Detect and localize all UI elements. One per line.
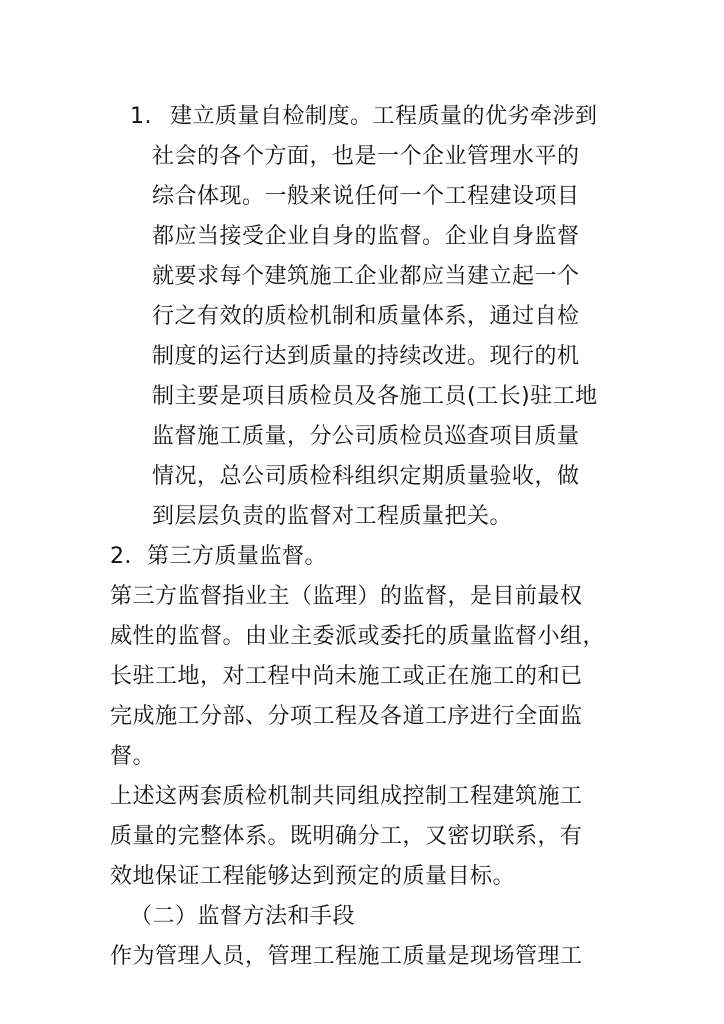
section-heading: （二）监督方法和手段	[130, 904, 356, 929]
paragraph1-line-1: 第三方监督指业主（监理）的监督，是目前最权	[110, 584, 583, 609]
paragraph2-line-2: 质量的完整体系。既明确分工，又密切联系，有	[110, 824, 583, 849]
paragraph1-line-2: 威性的监督。由业主委派或委托的质量监督小组，	[110, 624, 606, 649]
item1-line-3: 综合体现。一般来说任何一个工程建设项目	[152, 184, 580, 209]
paragraph2-line-3: 效地保证工程能够达到预定的质量目标。	[110, 864, 516, 889]
list-number-1: 1.	[130, 104, 152, 129]
item1-line-2: 社会的各个方面，也是一个企业管理水平的	[152, 144, 580, 169]
paragraph1-line-4: 完成施工分部、分项工程及各道工序进行全面监	[110, 704, 583, 729]
paragraph2-line-1: 上述这两套质检机制共同组成控制工程建筑施工	[110, 784, 583, 809]
item1-line-8: 制主要是项目质检员及各施工员(工长)驻工地	[152, 384, 598, 409]
item1-line-10: 情况，总公司质检科组织定期质量验收，做	[152, 464, 580, 489]
item1-line-1: 建立质量自检制度。工程质量的优劣牵涉到	[170, 104, 598, 129]
paragraph1-line-5: 督。	[110, 744, 156, 769]
item1-line-7: 制度的运行达到质量的持续改进。现行的机	[152, 344, 580, 369]
item1-line-5: 就要求每个建筑施工企业都应当建立起一个	[152, 264, 580, 289]
item1-line-4: 都应当接受企业自身的监督。企业自身监督	[152, 224, 580, 249]
paragraph1-line-3: 长驻工地，对工程中尚未施工或正在施工的和已	[110, 664, 583, 689]
item2-heading: 2．第三方质量监督。	[110, 544, 327, 569]
item1-line-11: 到层层负责的监督对工程质量把关。	[152, 504, 513, 529]
item1-line-9: 监督施工质量，分公司质检员巡查项目质量	[152, 424, 580, 449]
item1-line-6: 行之有效的质检机制和质量体系，通过自检	[152, 304, 580, 329]
section-line-1: 作为管理人员，管理工程施工质量是现场管理工	[110, 944, 583, 969]
